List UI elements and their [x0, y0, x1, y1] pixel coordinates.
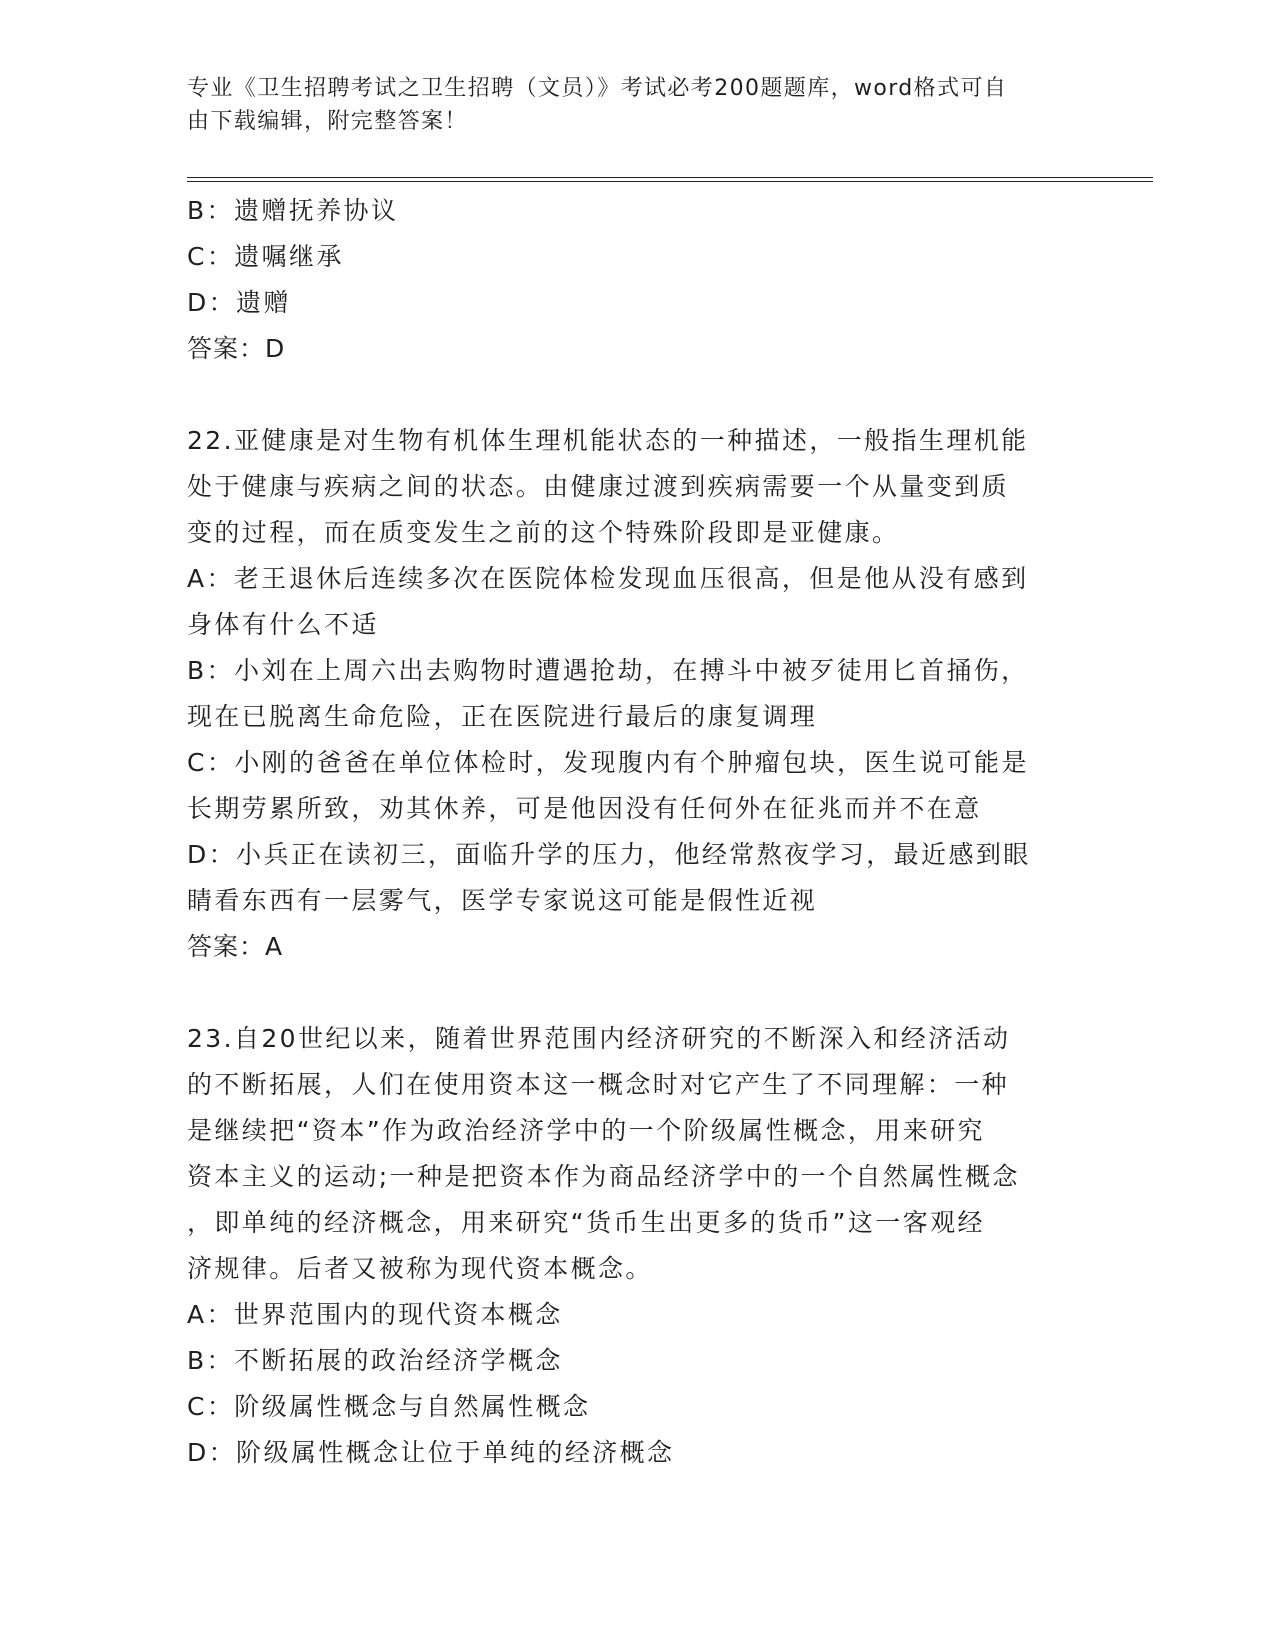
- q23-stem-line: 是继续把“资本”作为政治经济学中的一个阶级属性概念，用来研究: [187, 1116, 985, 1145]
- header-line-1: 专业《卫生招聘考试之卫生招聘（文员）》考试必考200题题库，word格式可自: [187, 76, 1008, 101]
- q22-option-a-line: 身体有什么不适: [187, 610, 379, 639]
- q23-stem-line: 的不断拓展，人们在使用资本这一概念时对它产生了不同理解：一种: [187, 1070, 1010, 1099]
- q23-stem-line: 资本主义的运动;一种是把资本作为商品经济学中的一个自然属性概念: [187, 1162, 1020, 1191]
- header-line-2: 由下载编辑，附完整答案！: [187, 109, 468, 134]
- q23-option-a: A：世界范围内的现代资本概念: [187, 1300, 563, 1329]
- spacer: [187, 970, 1067, 1016]
- spacer: [187, 372, 1067, 418]
- q22-option-c-line: 长期劳累所致，劝其休养，可是他因没有任何外在征兆而并不在意: [187, 794, 982, 823]
- q21-option-d: D：遗赠: [187, 288, 291, 317]
- q22-option-a-line: A：老王退休后连续多次在医院体检发现血压很高，但是他从没有感到: [187, 564, 1029, 593]
- q22-option-b-line: 现在已脱离生命危险，正在医院进行最后的康复调理: [187, 702, 818, 731]
- q22-answer: 答案：A: [187, 932, 284, 961]
- q23-stem-line: 济规律。后者又被称为现代资本概念。: [187, 1254, 653, 1283]
- document-header: [187, 72, 1067, 138]
- q23-option-c: C：阶级属性概念与自然属性概念: [187, 1392, 591, 1421]
- q22-option-b-line: B：小刘在上周六出去购物时遭遇抢劫，在搏斗中被歹徒用匕首捅伤，: [187, 656, 1029, 685]
- q22-stem-line: 22.亚健康是对生物有机体生理机能状态的一种描述，一般指生理机能: [187, 426, 1029, 455]
- q22-option-c-line: C：小刚的爸爸在单位体检时，发现腹内有个肿瘤包块，医生说可能是: [187, 748, 1029, 777]
- q22-option-d-line: D：小兵正在读初三，面临升学的压力，他经常熬夜学习，最近感到眼: [187, 840, 1031, 869]
- question-content: [187, 188, 1067, 1476]
- q23-stem-line: 23.自20世纪以来，随着世界范围内经济研究的不断深入和经济活动: [187, 1024, 1011, 1053]
- q23-stem-line: ，即单纯的经济概念，用来研究“货币生出更多的货币”这一客观经: [187, 1208, 985, 1237]
- q22-stem-line: 变的过程，而在质变发生之前的这个特殊阶段即是亚健康。: [187, 518, 900, 547]
- q23-option-b: B：不断拓展的政治经济学概念: [187, 1346, 563, 1375]
- question-23: [187, 1016, 1067, 1476]
- question-22: [187, 418, 1067, 970]
- q21-option-c: C：遗嘱继承: [187, 242, 344, 271]
- header-divider: [187, 177, 1153, 182]
- question-21-tail: [187, 188, 1067, 372]
- q21-answer: 答案：D: [187, 334, 286, 363]
- q21-option-b: B：遗赠抚养协议: [187, 196, 399, 225]
- q22-stem-line: 处于健康与疾病之间的状态。由健康过渡到疾病需要一个从量变到质: [187, 472, 1010, 501]
- q23-option-d: D：阶级属性概念让位于单纯的经济概念: [187, 1438, 675, 1467]
- q22-option-d-line: 睛看东西有一层雾气，医学专家说这可能是假性近视: [187, 886, 818, 915]
